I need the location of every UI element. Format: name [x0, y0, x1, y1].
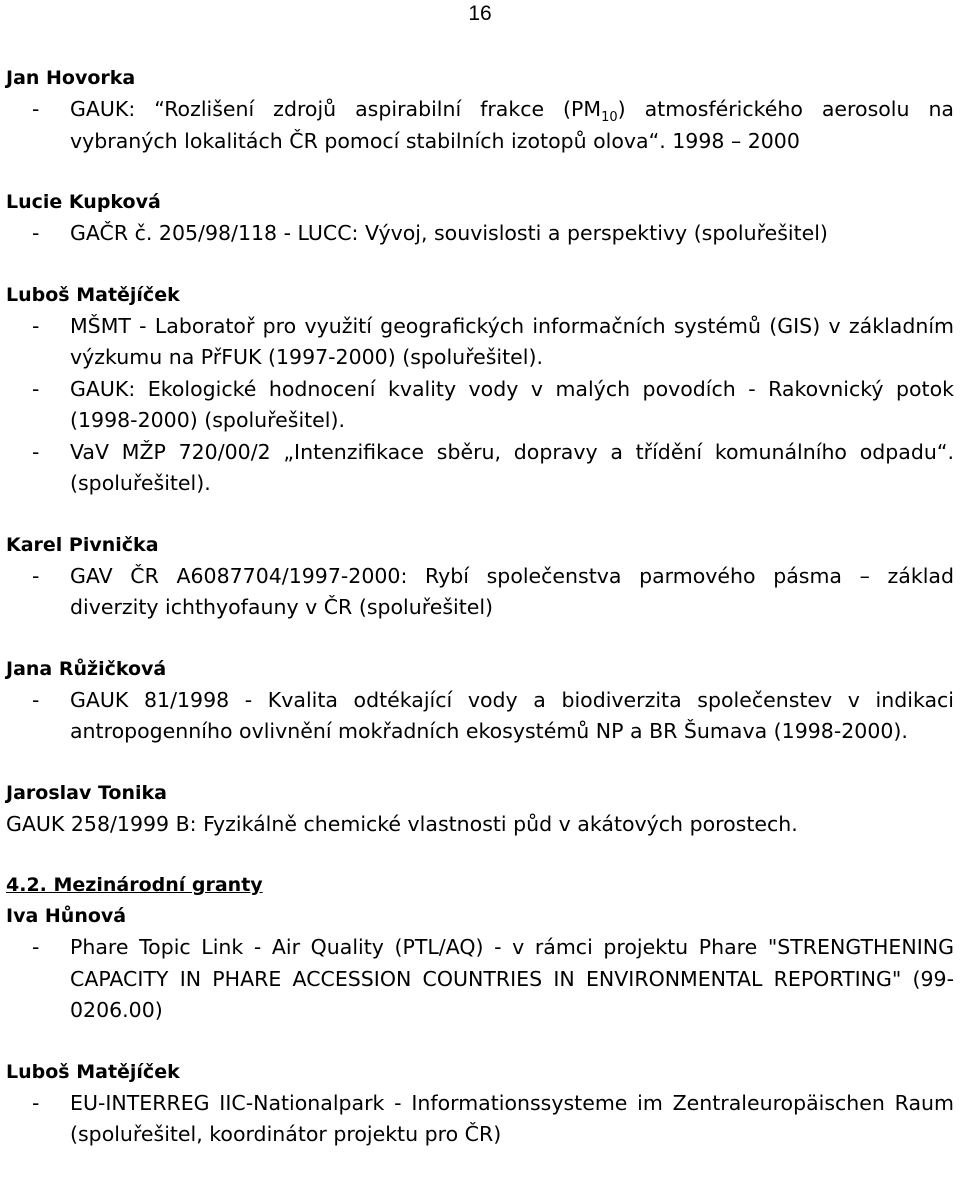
grant-item [6, 218, 954, 250]
list-dash: - [32, 687, 40, 712]
document-body [6, 63, 954, 1151]
grant-item [6, 685, 954, 748]
entry-lubos-matejicek [6, 280, 954, 500]
grant-text: Phare Topic Link - Air Quality (PTL/AQ) - v rámci projektu Phare "STRENGTHENING CAPACITY IN PHARE ACCESSION COUNTRIES IN ENVIRONMENTAL REPORTING" (99-0206.00) [70, 935, 954, 1022]
grant-text: GAČR č. 205/98/118 - LUCC: Vývoj, souvislosti a perspektivy (spoluřešitel) [70, 221, 828, 245]
person-name: Jana Růžičková [6, 657, 167, 680]
list-dash: - [32, 97, 40, 121]
section-heading: 4.2. Mezinárodní granty [6, 874, 263, 896]
entry-iva-hunova [6, 901, 954, 1027]
grant-text: GAV ČR A6087704/1997-2000: Rybí společenstva parmového pásma – základ diverzity ichthyofauny v ČR (spoluřešitel) [70, 563, 954, 619]
person-name: Iva Hůnová [6, 905, 127, 927]
grant-text-pre: GAUK: “Rozlišení zdrojů aspirabilní frakce (PM [70, 97, 602, 121]
grant-text-subscript: 10 [601, 110, 618, 126]
grant-item [6, 932, 954, 1027]
person-name: Jan Hovorka [6, 67, 136, 89]
list-dash: - [32, 439, 40, 464]
grant-text: EU-INTERREG IIC-Nationalpark - Informationssysteme im Zentraleuropäischen Raum (spoluřešitel, koordinátor projektu pro ČR) [70, 1090, 954, 1146]
grant-text-post: ) atmosférického aerosolu na vybraných lokalitách ČR pomocí stabilních izotopů olova“. 1998 – 2000 [70, 97, 954, 153]
list-dash: - [32, 313, 40, 338]
grant-item [6, 437, 954, 500]
list-dash: - [32, 221, 40, 245]
entry-jana-ruzickova [6, 654, 954, 748]
grant-text: GAUK 81/1998 - Kvalita odtékající vody a biodiverzita společenstev v indikaci antropogenního ovlivnění mokřadních ekosystémů NP a BR Šumava (1998-2000). [70, 687, 954, 743]
grant-text: GAUK: Ekologické hodnocení kvality vody v malých povodích - Rakovnický potok (1998-2000) (spoluřešitel). [70, 376, 954, 432]
person-name: Jaroslav Tonika [6, 781, 167, 804]
list-dash: - [32, 935, 40, 959]
page-number: 16 [468, 2, 492, 25]
list-dash: - [32, 563, 40, 588]
entry-jan-hovorka [6, 63, 954, 157]
grant-text: GAUK 258/1999 B: Fyzikálně chemické vlastnosti půd v akátových porostech. [6, 811, 798, 836]
grant-item [6, 374, 954, 437]
grant-item [6, 94, 954, 157]
person-name: Karel Pivnička [6, 533, 159, 556]
grant-text: MŠMT - Laboratoř pro využití geografických informačních systémů (GIS) v základním výzkumu na PřFUK (1997-2000) (spoluřešitel). [70, 313, 954, 369]
entry-lucie-kupkova [6, 187, 954, 250]
person-name: Lucie Kupková [6, 191, 161, 213]
grant-item [6, 311, 954, 374]
list-dash: - [32, 1090, 40, 1115]
entry-karel-pivnicka [6, 530, 954, 624]
entry-jaroslav-tonika [6, 778, 954, 841]
list-dash: - [32, 376, 40, 401]
grant-item [6, 561, 954, 624]
grant-item [6, 1088, 954, 1151]
person-name: Luboš Matějíček [6, 283, 180, 306]
grant-text: VaV MŽP 720/00/2 „Intenzifikace sběru, dopravy a třídění komunálního odpadu“. (spoluřešitel). [70, 439, 954, 495]
entry-lubos-matejicek-intl [6, 1057, 954, 1151]
person-name: Luboš Matějíček [6, 1060, 180, 1083]
